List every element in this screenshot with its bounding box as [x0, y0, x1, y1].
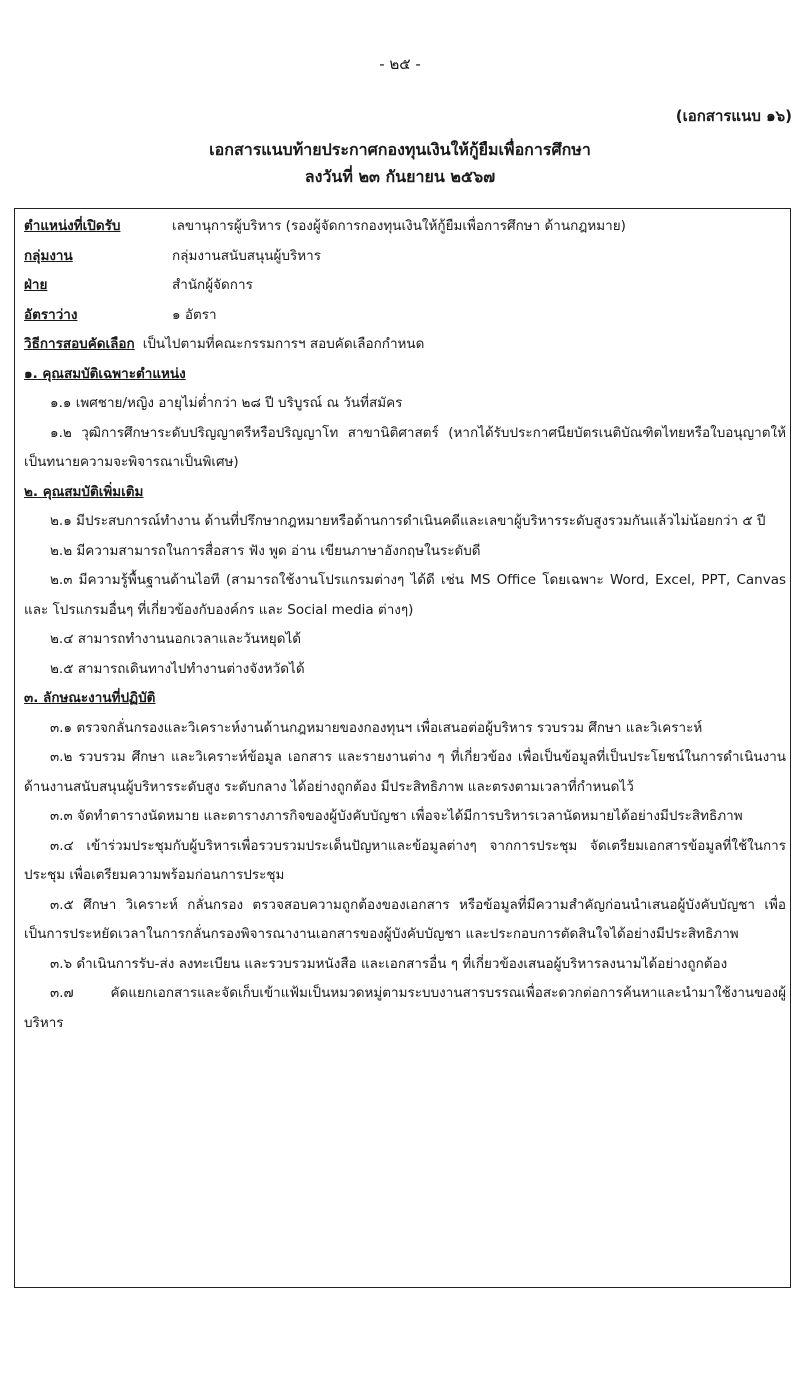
field-label: อัตราว่าง — [24, 306, 78, 323]
section-heading: ๑. คุณสมบัติเฉพาะตำแหน่ง — [24, 365, 186, 382]
list-item: ๓.๑ ตรวจกลั่นกรองและวิเคราะห์งานด้านกฎหมายของกองทุนฯ เพื่อเสนอต่อผู้บริหาร รวบรวม ศึกษา และวิเคราะห์ — [50, 719, 703, 736]
title-line-2: ลงวันที่ ๒๓ กันยายน ๒๕๖๗ — [304, 167, 496, 186]
field-vacancy — [24, 301, 786, 331]
attachment-label: (เอกสารแนบ ๑๖) — [675, 107, 792, 125]
field-value: กลุ่มงานสนับสนุนผู้บริหาร — [172, 247, 321, 264]
list-item: ๑.๒ วุฒิการศึกษาระดับปริญญาตรีหรือปริญญาโท สาขานิติศาสตร์ (หากได้รับประกาศนียบัตรเนติบัณฑิตไทยหรือใบอนุญาตให้เป็นทนายความจะพิจารณาเป็นพิเศษ) — [24, 424, 786, 470]
list-item: ๓.๖ ดำเนินการรับ-ส่ง ลงทะเบียน และรวบรวมหนังสือ และเอกสารอื่น ๆ ที่เกี่ยวข้องเสนอผู้บริหารลงนามได้อย่างถูกต้อง — [50, 955, 728, 972]
field-value: เป็นไปตามที่คณะกรรมการฯ สอบคัดเลือกกำหนด — [142, 336, 425, 352]
field-label: วิธีการสอบคัดเลือก — [24, 336, 135, 352]
list-item: ๒.๔ สามารถทำงานนอกเวลาและวันหยุดได้ — [50, 631, 302, 647]
field-value: ๑ อัตรา — [172, 306, 217, 323]
list-item: ๓.๗ คัดแยกเอกสารและจัดเก็บเข้าแฟ้มเป็นหมวดหมู่ตามระบบงานสารบรรณเพื่อสะดวกต่อการค้นหาและนำมาใช้งานของผู้บริหาร — [24, 985, 786, 1031]
field-value: สำนักผู้จัดการ — [172, 277, 253, 293]
page-number: - ๒๕ - — [379, 55, 421, 73]
section-qualifications — [24, 360, 786, 478]
field-label: ตำแหน่งที่เปิดรับ — [24, 218, 121, 234]
title-line-1: เอกสารแนบท้ายประกาศกองทุนเงินให้กู้ยืมเพื่อการศึกษา — [209, 140, 591, 159]
field-work-group — [24, 242, 786, 272]
list-item: ๓.๔ เข้าร่วมประชุมกับผู้บริหารเพื่อรวบรวมประเด็นปัญหาและข้อมูลต่างๆ จากการประชุม จัดเตรียมเอกสารข้อมูลที่ใช้ในการประชุม เพื่อเตรียมความพร้อมก่อนการประชุม — [24, 837, 786, 883]
document-body — [24, 212, 786, 1038]
field-selection-method — [24, 330, 786, 360]
field-value: เลขานุการผู้บริหาร (รองผู้จัดการกองทุนเงินให้กู้ยืมเพื่อการศึกษา ด้านกฎหมาย) — [172, 218, 626, 234]
field-department — [24, 271, 786, 301]
section-heading: ๓. ลักษณะงานที่ปฏิบัติ — [24, 690, 156, 706]
field-label: กลุ่มงาน — [24, 247, 73, 264]
field-label: ฝ่าย — [24, 277, 48, 293]
section-heading: ๒. คุณสมบัติเพิ่มเติม — [24, 483, 144, 500]
list-item: ๓.๕ ศึกษา วิเคราะห์ กลั่นกรอง ตรวจสอบความถูกต้องของเอกสาร หรือข้อมูลที่มีความสำคัญก่อนนำเสนอผู้บังคับบัญชา เพื่อเป็นการประหยัดเวลาในการกลั่นกรองพิจารณางานเอกสารของผู้บังคับบัญชา และประกอบการตัดสินใจได้อย่างมีประสิทธิภาพ — [24, 896, 786, 942]
list-item: ๒.๑ มีประสบการณ์ทำงาน ด้านที่ปรึกษากฎหมายหรือด้านการดำเนินคดีและเลขาผู้บริหารระดับสูงรวมกันแล้วไม่น้อยกว่า ๕ ปี — [50, 513, 766, 529]
field-position — [24, 212, 786, 242]
document-title — [0, 136, 800, 190]
list-item: ๓.๒ รวบรวม ศึกษา และวิเคราะห์ข้อมูล เอกสาร และรายงานต่าง ๆ ที่เกี่ยวข้อง เพื่อเป็นข้อมูลที่เป็นประโยชน์ในการดำเนินงานด้านงานสนับสนุนผู้บริหารระดับสูง ระดับกลาง ได้อย่างถูกต้อง มีประสิทธิภาพ และตรงตามเวลาที่กำหนดไว้ — [24, 749, 786, 795]
list-item: ๑.๑ เพศชาย/หญิง อายุไม่ต่ำกว่า ๒๘ ปี บริบูรณ์ ณ วันที่สมัคร — [50, 395, 403, 411]
section-additional-qualifications — [24, 478, 786, 685]
section-job-description — [24, 684, 786, 1038]
list-item: ๓.๓ จัดทำตารางนัดหมาย และตารางภารกิจของผู้บังคับบัญชา เพื่อจะได้มีการบริหารเวลานัดหมายได้อย่างมีประสิทธิภาพ — [50, 808, 743, 824]
list-item: ๒.๒ มีความสามารถในการสื่อสาร ฟัง พูด อ่าน เขียนภาษาอังกฤษในระดับดี — [50, 542, 481, 559]
list-item: ๒.๕ สามารถเดินทางไปทำงานต่างจังหวัดได้ — [50, 660, 305, 677]
list-item: ๒.๓ มีความรู้พื้นฐานด้านไอที (สามารถใช้งานโปรแกรมต่างๆ ได้ดี เช่น MS Office โดยเฉพาะ Word, Excel, PPT, Canvas และ โปรแกรมอื่นๆ ที่เกี่ยวข้องกับองค์กร และ Social media ต่างๆ) — [24, 572, 786, 618]
